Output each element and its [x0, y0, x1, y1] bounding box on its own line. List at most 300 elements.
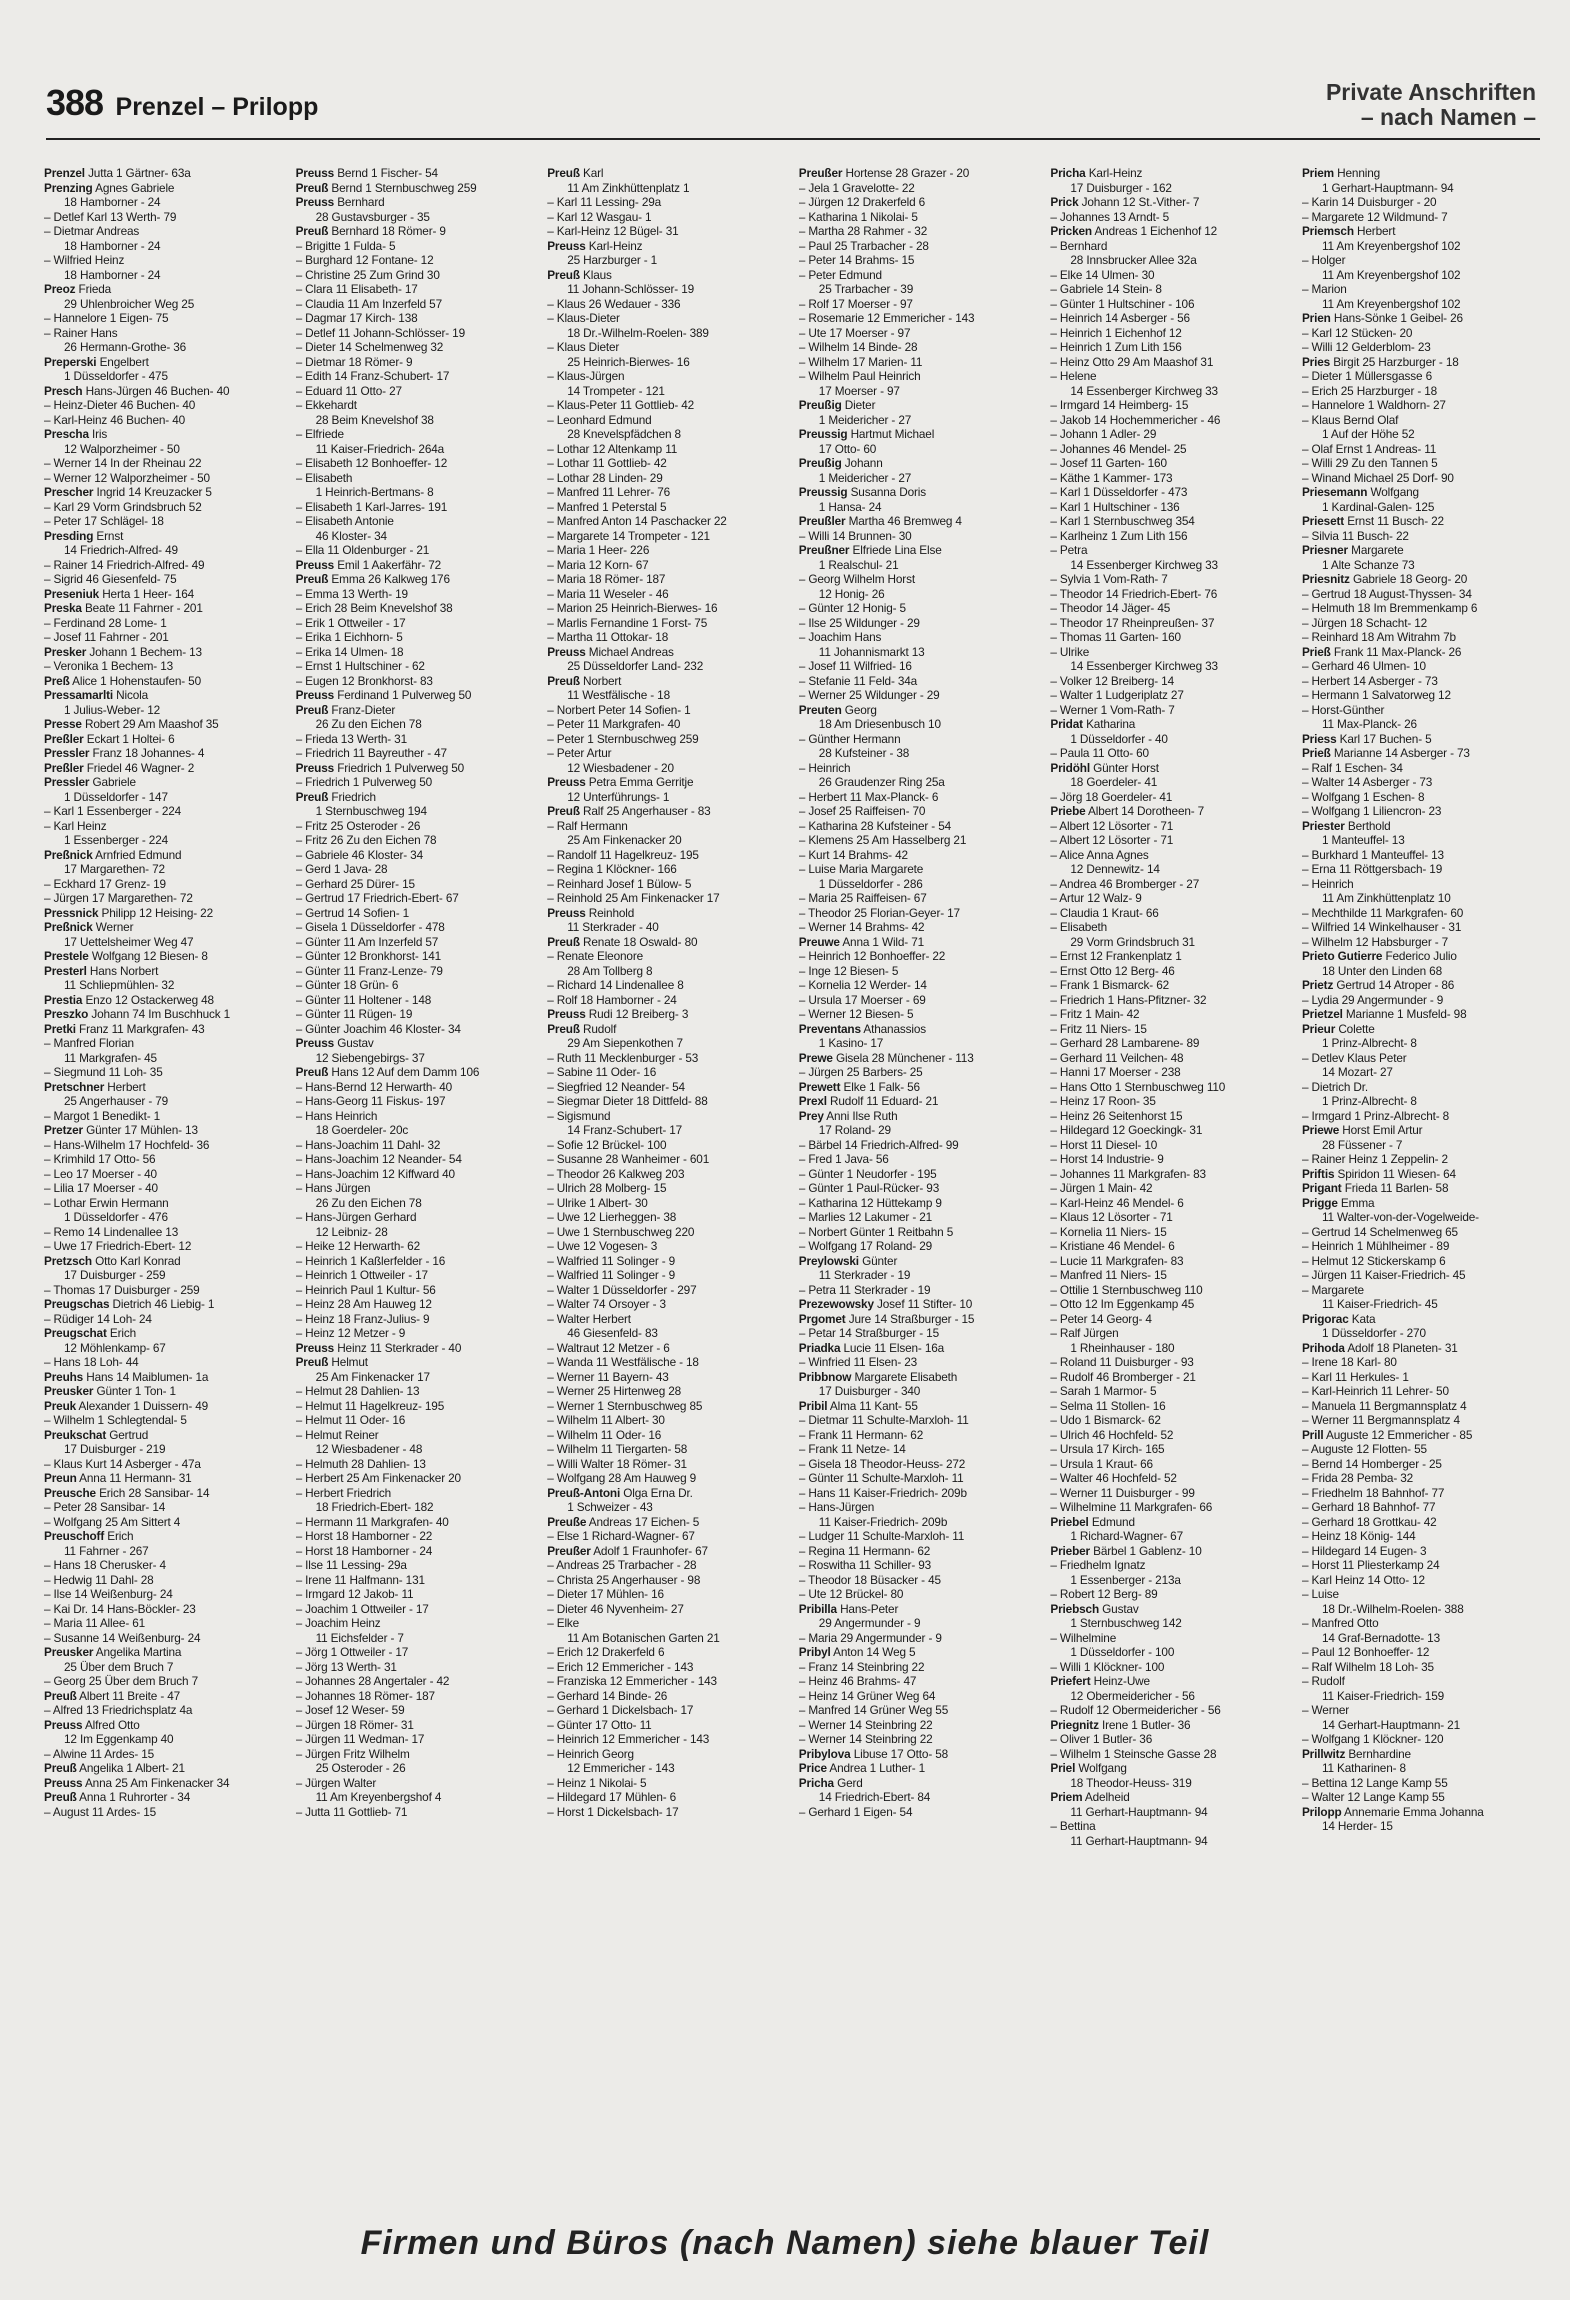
surname: Pricha — [1050, 166, 1086, 180]
directory-entry: – Ottilie 1 Sternbuschweg 110 — [1050, 1282, 1203, 1297]
directory-entry: Preß Alice 1 Hohenstaufen- 50 — [44, 673, 201, 688]
entry-address-line: 14 Essenberger Kirchweg 33 — [1070, 383, 1218, 398]
directory-entry: – Burghard 12 Fontane- 12 — [295, 253, 434, 267]
directory-entry: – Günter 12 Bronkhorst- 141 — [295, 949, 442, 963]
surname: Preylowski — [798, 1253, 859, 1268]
directory-entry: – Horst 14 Industrie- 9 — [1050, 1152, 1164, 1166]
surname: Preßler — [44, 731, 84, 746]
directory-entry: – Norbert Peter 14 Sofien- 1 — [547, 702, 691, 717]
directory-entry: – Renate Eleonore — [547, 949, 644, 963]
entry-address-line: 11 Eichsfelder - 7 — [315, 1630, 404, 1645]
surname: Presker — [44, 644, 87, 659]
surname: Pressnick — [44, 905, 99, 920]
directory-entry: – Werner 11 Bergmannsplatz 4 — [1301, 1413, 1460, 1427]
entry-address-line: 1 Kardinal-Galen- 125 — [1321, 499, 1435, 514]
directory-entry: Preuß Rudolf — [547, 1021, 617, 1036]
surname: Priebel — [1050, 1514, 1089, 1529]
entry-address-line: 1 Essenberger - 224 — [64, 833, 169, 847]
surname: Pretzsch — [44, 1253, 92, 1268]
directory-entry: – Walfried 11 Solinger - 9 — [547, 1253, 676, 1268]
directory-entry: Prieß Marianne 14 Asberger - 73 — [1301, 746, 1470, 760]
directory-entry: – Friedhelm 18 Bahnhof- 77 — [1301, 1485, 1445, 1500]
entry-address-line: 18 Friedrich-Ebert- 182 — [315, 1500, 434, 1514]
entry-address-line: 12 Unterführungs- 1 — [567, 789, 670, 804]
directory-entry: Preuten Georg — [798, 702, 877, 717]
directory-entry: – Gerhard 1 Eigen- 54 — [798, 1804, 913, 1819]
directory-entry: Prewe Gisela 28 Münchener - 113 — [798, 1050, 974, 1065]
directory-entry: – Peter 17 Schlägel- 18 — [44, 514, 164, 528]
directory-entry: Preuß Norbert — [547, 673, 622, 688]
directory-entry: – Mechthilde 11 Markgrafen- 60 — [1301, 905, 1464, 920]
directory-entry: Prieber Bärbel 1 Gablenz- 10 — [1050, 1543, 1202, 1558]
directory-entry: – Fred 1 Java- 56 — [798, 1152, 889, 1166]
directory-entry: – Theodor 18 Büsacker - 45 — [798, 1572, 941, 1587]
directory-entry: – Karl 1 Essenberger - 224 — [44, 804, 182, 818]
directory-entry: Preszko Johann 74 Im Buschhuck 1 — [44, 1007, 231, 1021]
surname: Preuß — [295, 789, 329, 804]
surname: Preoz — [44, 282, 76, 296]
surname: Price — [798, 1761, 827, 1775]
directory-entry: – Gerhard 25 Dürer- 15 — [295, 876, 415, 891]
surname: Preß — [44, 673, 70, 688]
directory-entry: Prigorac Kata — [1301, 1311, 1376, 1326]
entry-address-line: 25 Heinrich-Bierwes- 16 — [567, 354, 690, 369]
entry-address-line: 1 Düsseldorfer - 476 — [64, 1210, 168, 1224]
directory-entry: – Irmgard 14 Heimberg- 15 — [1050, 398, 1189, 412]
directory-entry: – Irene 11 Halfmann- 131 — [295, 1572, 425, 1587]
directory-entry: Presding Ernst — [44, 528, 124, 543]
surname: Preuß — [547, 673, 580, 688]
directory-entry: – Gerhard 1 Dickelsbach- 17 — [547, 1703, 694, 1717]
directory-entry: Preßnick Werner — [44, 920, 134, 934]
entry-address-line: 17 Duisburger - 219 — [64, 1442, 166, 1456]
entry-address-line: 29 Uhlenbroicher Weg 25 — [64, 296, 195, 311]
directory-entry: – Käthe 1 Kammer- 173 — [1050, 470, 1173, 485]
directory-entry: – Rainer 14 Friedrich-Alfred- 49 — [44, 557, 205, 572]
directory-entry: – Gerhard 11 Veilchen- 48 — [1050, 1050, 1184, 1065]
directory-entry: Presterl Hans Norbert — [44, 963, 159, 978]
directory-entry: – Joachim Heinz — [295, 1616, 381, 1630]
directory-entry: – Ute 12 Brückel- 80 — [798, 1587, 904, 1601]
directory-entry: – Rudolf — [1301, 1674, 1345, 1688]
surname: Prieß — [1301, 644, 1331, 659]
directory-entry: – Eduard 11 Otto- 27 — [295, 383, 402, 398]
directory-entry: – Hans 18 Loh- 44 — [44, 1355, 139, 1369]
directory-entry: – Erich 28 Beim Knevelshof 38 — [295, 601, 453, 615]
surname: Pressler — [44, 746, 90, 760]
directory-entry: – Peter 14 Brahms- 15 — [798, 253, 915, 267]
directory-entry: – Karl 1 Düsseldorfer - 473 — [1050, 485, 1188, 499]
surname: Prgomet — [798, 1311, 846, 1326]
directory-entry: – Günter 18 Grün- 6 — [295, 978, 399, 992]
directory-entry: – Rüdiger 14 Loh- 24 — [44, 1311, 152, 1326]
entry-address-line: 17 Uettelsheimer Weg 47 — [64, 934, 194, 949]
directory-entry: Prezewowsky Josef 11 Stifter- 10 — [798, 1297, 973, 1311]
directory-entry: – Roswitha 11 Schiller- 93 — [798, 1558, 932, 1572]
entry-address-line: 12 Honig- 26 — [818, 586, 885, 601]
surname: Prilopp — [1301, 1804, 1342, 1819]
directory-entry: – Franziska 12 Emmericher - 143 — [547, 1674, 717, 1688]
entry-address-line: 11 Am Zinkhüttenplatz 1 — [567, 180, 690, 195]
directory-entry: – Gerhard 18 Bahnhof- 77 — [1301, 1500, 1436, 1514]
entry-address-line: 1 Gerhart-Hauptmann- 94 — [1321, 180, 1454, 195]
directory-entry: – Ilse 11 Lessing- 29a — [295, 1558, 407, 1572]
directory-entry: Preuss Bernhard — [295, 195, 385, 209]
directory-entry: Preuss Michael Andreas — [547, 644, 674, 659]
directory-entry: – Manfred Florian — [44, 1036, 134, 1050]
surname: Prihoda — [1301, 1340, 1345, 1355]
directory-entry: – Johann 1 Adler- 29 — [1050, 427, 1157, 441]
entry-address-line: 1 Alte Schanze 73 — [1321, 557, 1415, 572]
directory-entry: Preuß Bernd 1 Sternbuschweg 259 — [295, 180, 477, 195]
directory-entry: – Walfried 11 Solinger - 9 — [547, 1268, 676, 1282]
directory-entry: – Günter 11 Am Inzerfeld 57 — [295, 934, 439, 949]
surname: Preuss — [547, 644, 586, 659]
entry-address-line: 1 Kasino- 17 — [818, 1036, 884, 1050]
directory-entry: – Wilhelm 1 Schlegtendal- 5 — [44, 1413, 187, 1427]
directory-entry: – Karl-Heinz 46 Mendel- 6 — [1050, 1195, 1184, 1210]
surname: Pridat — [1050, 717, 1083, 731]
directory-entry: – Fritz 26 Zu den Eichen 78 — [295, 833, 437, 847]
directory-entry: Pricha Gerd — [798, 1775, 863, 1790]
entry-address-line: 17 Duisburger - 259 — [64, 1268, 166, 1282]
directory-entry: – Günter Joachim 46 Kloster- 34 — [295, 1021, 461, 1036]
surname: Priftis — [1301, 1166, 1335, 1181]
surname: Priewe — [1301, 1123, 1340, 1137]
directory-entry: – Horst 18 Hamborner - 22 — [295, 1529, 433, 1543]
directory-entry: Preuß Bernhard 18 Römer- 9 — [295, 224, 446, 238]
entry-address-line: 46 Kloster- 34 — [315, 528, 387, 543]
directory-entry: – Gertrud 17 Friedrich-Ebert- 67 — [295, 891, 459, 905]
surname: Preseniuk — [44, 586, 100, 601]
entry-address-line: 11 Sterkrader - 19 — [818, 1268, 911, 1282]
entry-address-line: 11 Kaiser-Friedrich- 159 — [1321, 1688, 1445, 1703]
directory-entry: Prescha Iris — [44, 427, 108, 441]
directory-entry: Priem Henning — [1301, 166, 1381, 180]
directory-entry: – Walter 12 Lange Kamp 55 — [1301, 1790, 1445, 1804]
surname: Priadka — [798, 1340, 841, 1355]
surname: Presch — [44, 383, 83, 398]
entry-address-line: 18 Theodor-Heuss- 319 — [1070, 1775, 1192, 1790]
entry-address-line: 14 Essenberger Kirchweg 33 — [1070, 557, 1218, 572]
directory-columns — [44, 166, 1554, 2176]
directory-entry: – Hannelore 1 Eigen- 75 — [44, 311, 169, 325]
directory-entry: – Hans 11 Kaiser-Friedrich- 209b — [798, 1485, 967, 1500]
directory-entry: – Stefanie 11 Feld- 34a — [798, 673, 918, 688]
directory-entry: – Maria 11 Weseler - 46 — [547, 586, 669, 601]
surname: Presterl — [44, 963, 87, 978]
directory-entry: – Ulrich 28 Molberg- 15 — [547, 1181, 667, 1195]
directory-entry: – Rolf 18 Hamborner - 24 — [547, 992, 677, 1007]
directory-entry: – Ludger 11 Schulte-Marxloh- 11 — [798, 1529, 965, 1543]
entry-address-line: 11 Kaiser-Friedrich- 45 — [1321, 1297, 1438, 1311]
directory-entry: – Brigitte 1 Fulda- 5 — [295, 238, 396, 253]
directory-entry: – Margot 1 Benedikt- 1 — [44, 1108, 161, 1123]
directory-entry: – Krimhild 17 Otto- 56 — [44, 1152, 156, 1166]
directory-entry: Preuss Reinhold — [547, 905, 635, 920]
surname: Prieto Gutierre — [1301, 949, 1383, 963]
directory-entry: – Ernst 12 Frankenplatz 1 — [1050, 949, 1182, 963]
surname: Preusker — [44, 1645, 94, 1659]
entry-address-line: 14 Mozart- 27 — [1321, 1065, 1393, 1079]
surname: Prescha — [44, 427, 89, 441]
directory-entry: – Robert 12 Berg- 89 — [1050, 1587, 1158, 1601]
directory-entry: – Helmut Reiner — [295, 1427, 379, 1442]
directory-entry: – Friedrich 1 Pulverweg 50 — [295, 775, 433, 789]
directory-entry: – Roland 11 Duisburger - 93 — [1050, 1355, 1194, 1369]
directory-entry: Preußner Elfriede Lina Else — [798, 543, 942, 557]
directory-entry: – Fritz 25 Osteroder - 26 — [295, 818, 421, 833]
directory-entry: – Ilse 25 Wildunger - 29 — [798, 615, 920, 630]
directory-entry: Preuwe Anna 1 Wild- 71 — [798, 934, 925, 949]
directory-entry: – Luise — [1301, 1587, 1339, 1601]
surname: Prieber — [1050, 1543, 1090, 1558]
directory-entry: – Johannes 11 Markgrafen- 83 — [1050, 1166, 1206, 1181]
directory-entry: – Paul 12 Bonhoeffer- 12 — [1301, 1645, 1430, 1659]
directory-entry: Preugschas Dietrich 46 Liebig- 1 — [44, 1297, 215, 1311]
entry-address-line: 28 Knevelspfädchen 8 — [567, 427, 681, 441]
directory-entry: – Jürgen 1 Main- 42 — [1050, 1181, 1153, 1195]
surname: Preuwe — [798, 934, 840, 949]
directory-entry: Pretki Franz 11 Markgrafen- 43 — [44, 1021, 205, 1036]
entry-address-line: 18 Hamborner - 24 — [64, 267, 161, 282]
directory-entry: Prestele Wolfgang 12 Biesen- 8 — [44, 949, 208, 963]
entry-address-line: 11 Markgrafen- 45 — [64, 1050, 157, 1065]
directory-entry: – Jürgen 12 Drakerfeld 6 — [798, 195, 926, 209]
directory-entry: – Josef 11 Fahrner - 201 — [44, 630, 169, 644]
directory-entry: Pribilla Hans-Peter — [798, 1601, 899, 1616]
surname: Prien — [1301, 311, 1331, 325]
directory-entry: – Kristiane 46 Mendel- 6 — [1050, 1239, 1175, 1253]
directory-entry: – Otto 12 Im Eggenkamp 45 — [1050, 1297, 1195, 1311]
directory-entry: – Werner 1 Vom-Rath- 7 — [1050, 702, 1175, 717]
directory-entry: – Lilia 17 Moerser - 40 — [44, 1181, 158, 1195]
directory-entry: – Karl 11 Herkules- 1 — [1301, 1369, 1409, 1384]
entry-address-line: 11 Fahrner - 267 — [64, 1543, 149, 1558]
directory-entry: – Detlef Karl 13 Werth- 79 — [44, 209, 177, 224]
surname: Preuß — [547, 267, 580, 282]
directory-entry: – Dagmar 17 Kirch- 138 — [295, 311, 418, 325]
directory-entry: Prey Anni Ilse Ruth — [798, 1108, 898, 1123]
directory-entry: – Jürgen 11 Wedman- 17 — [295, 1732, 425, 1746]
entry-address-line: 11 Am Kreyenbergshof 102 — [1321, 267, 1461, 282]
entry-address-line: 12 Möhlenkamp- 67 — [64, 1340, 166, 1355]
surname: Prenzing — [44, 180, 93, 195]
entry-address-line: 11 Johannismarkt 13 — [818, 644, 925, 659]
directory-entry: – Erika 14 Ulmen- 18 — [295, 644, 404, 659]
entry-address-line: 11 Schliepmühlen- 32 — [64, 978, 175, 992]
directory-entry: Preusche Erich 28 Sansibar- 14 — [44, 1485, 210, 1500]
surname: Prexl — [798, 1094, 827, 1108]
directory-entry: – Paula 11 Otto- 60 — [1050, 746, 1149, 760]
directory-entry: – Horst 1 Dickelsbach- 17 — [547, 1804, 679, 1819]
directory-entry: – Hildegard 12 Goeckingk- 31 — [1050, 1123, 1203, 1137]
directory-entry: – Irmgard 12 Jakob- 11 — [295, 1587, 414, 1601]
entry-address-line: 17 Duisburger - 340 — [818, 1384, 921, 1398]
entry-address-line: 18 Goerdeler- 20c — [315, 1123, 409, 1137]
directory-entry: – Wolfgang 1 Klöckner- 120 — [1301, 1732, 1444, 1746]
directory-entry: – Klaus 26 Wedauer - 336 — [547, 296, 681, 311]
directory-entry: – Theodor 14 Jäger- 45 — [1050, 601, 1171, 615]
page-number: 388 — [46, 82, 104, 123]
directory-entry: – Claudia 11 Am Inzerfeld 57 — [295, 296, 443, 311]
surname: Preusker — [44, 1384, 94, 1398]
directory-entry: – Alice Anna Agnes — [1050, 847, 1149, 862]
surname: Preuschoff — [44, 1529, 105, 1543]
directory-entry: – Helmut 12 Stickerskamp 6 — [1301, 1253, 1446, 1268]
directory-entry: – Karl 12 Stücken- 20 — [1301, 325, 1413, 340]
directory-entry: Prilopp Annemarie Emma Johanna — [1301, 1804, 1484, 1819]
directory-entry: – Werner — [1301, 1703, 1350, 1717]
surname: Preußig — [798, 398, 842, 412]
directory-entry: Prick Johann 12 St.-Vither- 7 — [1050, 195, 1200, 209]
directory-entry: – Katharina 12 Hüttekamp 9 — [798, 1195, 942, 1210]
directory-entry: – Ralf Jürgen — [1050, 1326, 1119, 1340]
entry-address-line: 29 Vorm Grindsbruch 31 — [1070, 934, 1195, 949]
entry-address-line: 28 Beim Knevelshof 38 — [315, 412, 434, 427]
directory-entry: – Günter 12 Honig- 5 — [798, 601, 906, 615]
directory-entry: – Günter 11 Franz-Lenze- 79 — [295, 963, 443, 978]
directory-entry: – Erich 25 Harzburger - 18 — [1301, 383, 1438, 398]
directory-entry: Presse Robert 29 Am Maashof 35 — [44, 717, 219, 731]
directory-entry: Preventans Athanassios — [798, 1021, 926, 1036]
entry-address-line: 18 Dr.-Wilhelm-Roelen- 388 — [1321, 1601, 1464, 1616]
directory-entry: – Herbert Friedrich — [295, 1485, 392, 1500]
directory-entry: Pridat Katharina — [1050, 717, 1136, 731]
surname: Preuss — [295, 688, 335, 702]
directory-entry: – Dieter 46 Nyvenheim- 27 — [547, 1601, 684, 1616]
directory-entry: Pribil Alma 11 Kant- 55 — [798, 1398, 918, 1413]
directory-entry: – Hans-Joachim 12 Kiffward 40 — [295, 1166, 455, 1181]
directory-entry: – Ulrike 1 Albert- 30 — [547, 1195, 648, 1210]
directory-entry: – Joachim 1 Ottweiler - 17 — [295, 1601, 429, 1616]
directory-entry: Priemsch Herbert — [1301, 224, 1396, 238]
directory-entry: – Karl-Heinz 12 Bügel- 31 — [547, 224, 679, 238]
surname: Preuß — [547, 166, 580, 180]
directory-entry: – Gertrud 14 Schelmenweg 65 — [1301, 1224, 1458, 1239]
directory-entry: – Hans Otto 1 Sternbuschweg 110 — [1050, 1079, 1226, 1094]
directory-entry: Pressler Gabriele — [44, 775, 136, 789]
directory-entry: – Gertrud 14 Sofien- 1 — [295, 905, 410, 920]
surname: Priem — [1050, 1790, 1083, 1804]
header-left — [46, 82, 318, 124]
directory-entry: – Hildegard 14 Eugen- 3 — [1301, 1543, 1427, 1558]
directory-entry: – Walter 14 Asberger - 73 — [1301, 775, 1433, 789]
surname: Prescher — [44, 485, 94, 499]
directory-entry: – Heinrich 1 Kaßlerfelder - 16 — [295, 1253, 446, 1268]
entry-address-line: 11 Gerhart-Hauptmann- 94 — [1070, 1833, 1208, 1848]
directory-entry: Prexl Rudolf 11 Eduard- 21 — [798, 1094, 939, 1108]
directory-entry: – Heinz 28 Am Hauweg 12 — [295, 1297, 432, 1311]
entry-address-line: 12 Dennewitz- 14 — [1070, 862, 1160, 876]
directory-entry: – Kornelia 11 Niers- 15 — [1050, 1224, 1167, 1239]
directory-entry: – Erika 1 Eichhorn- 5 — [295, 630, 403, 644]
entry-address-line: 11 Gerhart-Hauptmann- 94 — [1070, 1804, 1208, 1819]
directory-entry: – Gerhard 14 Binde- 26 — [547, 1688, 668, 1703]
entry-address-line: 18 Dr.-Wilhelm-Roelen- 389 — [567, 325, 709, 340]
directory-entry: – Wolfgang 1 Eschen- 8 — [1301, 789, 1425, 804]
directory-entry: – Karin 14 Duisburger - 20 — [1301, 195, 1437, 209]
directory-entry: – Werner 14 Steinbring 22 — [798, 1717, 933, 1732]
surname: Pries — [1301, 354, 1331, 369]
surname: Priel — [1050, 1761, 1076, 1775]
directory-entry: – Elisabeth 12 Bonhoeffer- 12 — [295, 456, 448, 470]
directory-entry: – Hans 18 Cherusker- 4 — [44, 1558, 166, 1572]
directory-entry: – Klemens 25 Am Hasselberg 21 — [798, 833, 967, 847]
directory-entry: Preuss Heinz 11 Sterkrader - 40 — [295, 1340, 462, 1355]
directory-entry: – Manuela 11 Bergmannsplatz 4 — [1301, 1398, 1467, 1413]
header-rule — [46, 138, 1540, 140]
directory-entry: – Andrea 46 Bromberger - 27 — [1050, 876, 1200, 891]
directory-entry: – Petra — [1050, 543, 1088, 557]
directory-entry: – Veronika 1 Bechem- 13 — [44, 659, 174, 673]
surname: Pressler — [44, 775, 90, 789]
surname: Pretschner — [44, 1079, 105, 1094]
directory-entry: Priesemann Wolfgang — [1301, 485, 1419, 499]
entry-address-line: 1 Düsseldorfer - 100 — [1070, 1645, 1175, 1659]
entry-address-line: 14 Herder- 15 — [1321, 1819, 1393, 1833]
directory-entry: – Erich 12 Emmericher - 143 — [547, 1659, 694, 1674]
surname: Preuß — [295, 702, 329, 717]
directory-entry: – Wilhelm 14 Binde- 28 — [798, 340, 918, 354]
surname: Preuss — [295, 166, 335, 180]
directory-entry: – Josef 11 Wilfried- 16 — [798, 659, 912, 673]
surname: Preuße — [547, 1514, 587, 1529]
directory-entry: – Wilhelm 17 Marien- 11 — [798, 354, 923, 369]
directory-entry: – Heinz 14 Grüner Weg 64 — [798, 1688, 936, 1703]
entry-address-line: 11 Walter-von-der-Vogelweide- — [1321, 1210, 1479, 1224]
directory-entry: – Jörg 1 Ottweiler - 17 — [295, 1645, 409, 1659]
directory-entry: – Gertrud 18 August-Thyssen- 34 — [1301, 586, 1472, 601]
directory-entry: – Clara 11 Elisabeth- 17 — [295, 282, 418, 296]
directory-entry: – Regina 11 Hermann- 62 — [798, 1543, 931, 1558]
entry-address-line: 1 Essenberger - 213a — [1070, 1572, 1181, 1587]
directory-entry: – Elisabeth — [295, 470, 353, 485]
directory-entry: – Else 1 Richard-Wagner- 67 — [547, 1529, 695, 1543]
directory-entry: – Susanne 28 Wanheimer - 601 — [547, 1152, 710, 1166]
directory-entry: Priester Berthold — [1301, 818, 1391, 833]
surname: Preuß — [44, 1761, 77, 1775]
directory-entry: – Oliver 1 Butler- 36 — [1050, 1732, 1153, 1746]
directory-entry: – Ferdinand 28 Lome- 1 — [44, 615, 167, 630]
surname: Preuss — [44, 1717, 83, 1732]
directory-entry: – Josef 11 Garten- 160 — [1050, 456, 1167, 470]
entry-address-line: 11 Johann-Schlösser- 19 — [567, 282, 695, 296]
surname: Preuß — [295, 224, 329, 238]
directory-entry: – Jürgen 17 Margarethen- 72 — [44, 891, 193, 905]
entry-address-line: 28 Gustavsburger - 35 — [315, 209, 430, 224]
directory-entry: – Detlef 11 Johann-Schlösser- 19 — [295, 325, 466, 340]
directory-entry: – Susanne 14 Weißenburg- 24 — [44, 1630, 201, 1645]
directory-entry: – Heinz 17 Roon- 35 — [1050, 1094, 1156, 1108]
directory-entry: Pretzer Günter 17 Mühlen- 13 — [44, 1123, 198, 1137]
directory-entry: – Claudia 1 Kraut- 66 — [1050, 905, 1159, 920]
directory-entry: – Manfred Anton 14 Paschacker 22 — [547, 514, 727, 528]
directory-entry: – Hans-Bernd 12 Herwarth- 40 — [295, 1079, 453, 1094]
directory-entry: – Wilhelm 12 Habsburger - 7 — [1301, 934, 1449, 949]
directory-entry: Priefert Heinz-Uwe — [1050, 1674, 1150, 1688]
directory-entry: – Werner 12 Biesen- 5 — [798, 1007, 914, 1021]
directory-entry: Prigge Emma — [1301, 1195, 1375, 1210]
directory-entry: – Helmut 28 Dahlien- 13 — [295, 1384, 420, 1398]
directory-entry: – Heinrich 1 Ottweiler - 17 — [295, 1268, 428, 1282]
entry-address-line: 1 Prinz-Albrecht- 8 — [1321, 1094, 1417, 1108]
directory-entry: Pricha Karl-Heinz — [1050, 166, 1143, 180]
directory-entry: – Heinrich 1 Zum Lith 156 — [1050, 340, 1182, 354]
directory-entry: Preußer Adolf 1 Fraunhofer- 67 — [547, 1543, 708, 1558]
entry-address-line: 11 Max-Planck- 26 — [1321, 717, 1417, 731]
surname: Priess — [1301, 731, 1337, 746]
